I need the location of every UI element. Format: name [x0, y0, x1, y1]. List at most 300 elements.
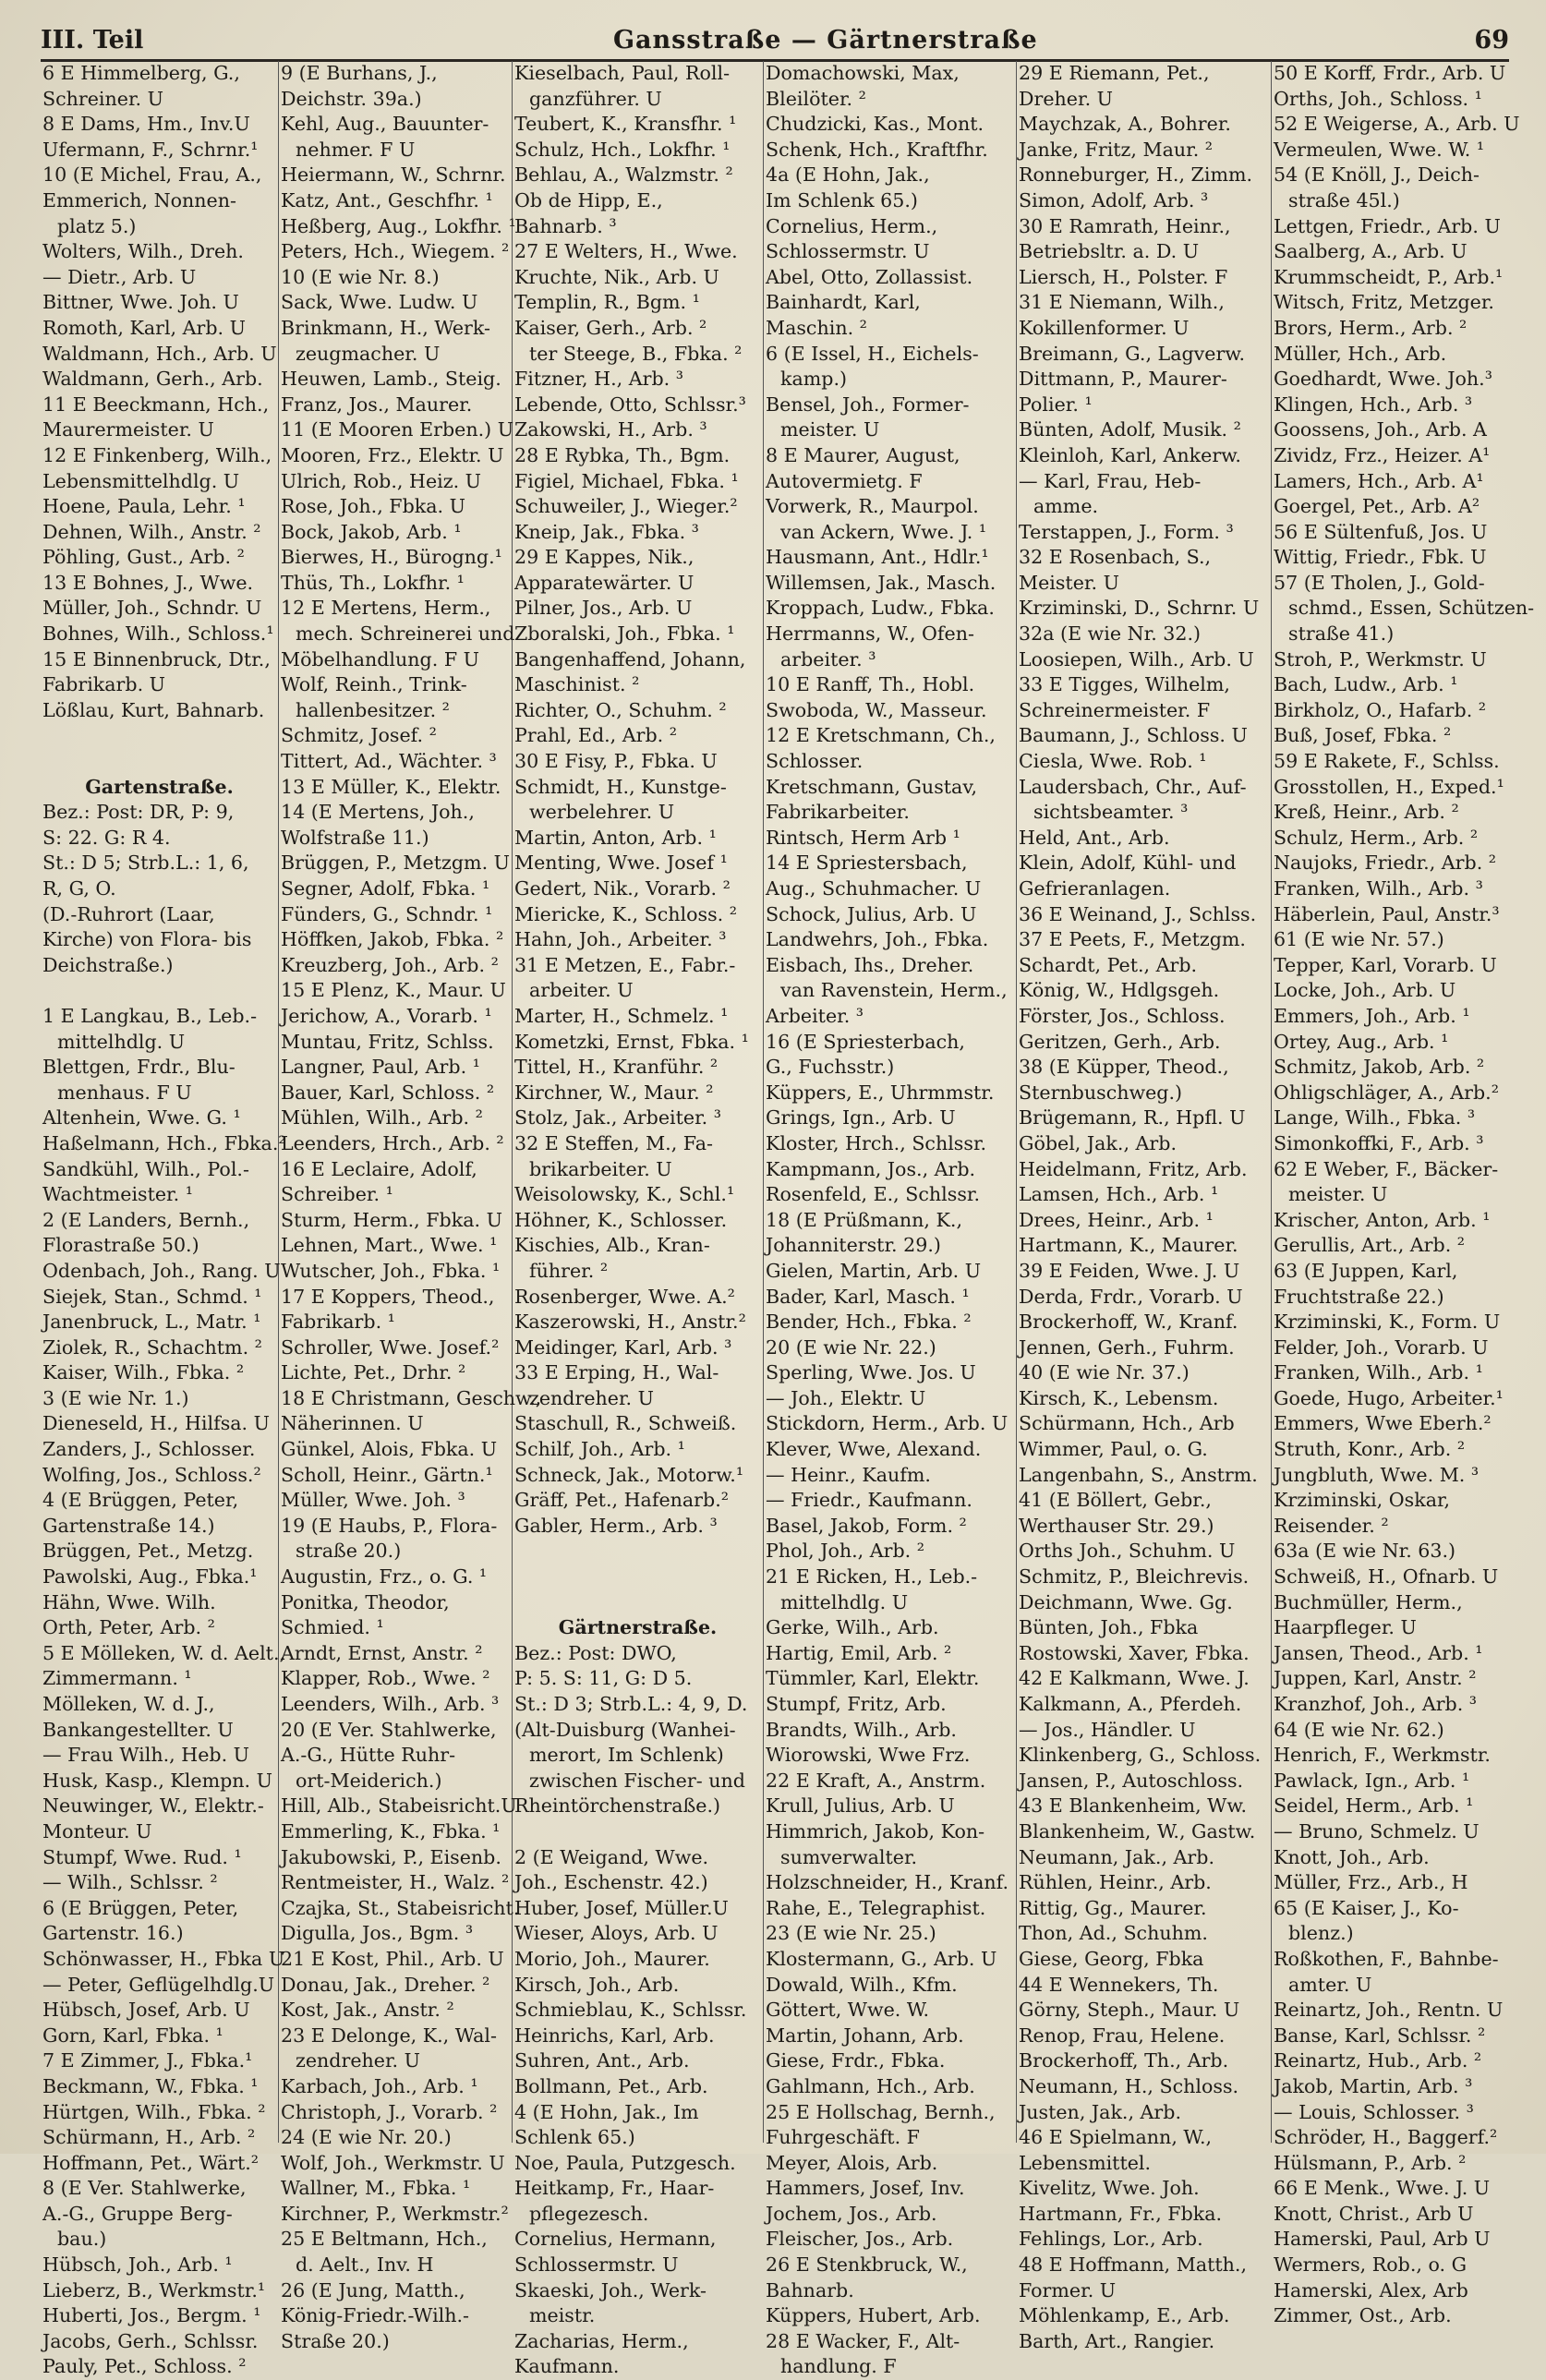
directory-entry: König, W., Hdlgsgeh. [1019, 979, 1220, 1002]
directory-entry: 4 (E Brüggen, Peter, [42, 1489, 239, 1512]
directory-entry: Kirchner, W., Maur. ² [514, 1081, 714, 1104]
entry-continuation: nehmer. F U [296, 138, 416, 161]
directory-entry: Fabrikarb. ¹ [281, 1311, 395, 1334]
directory-entry: Schlenk 65.) [514, 2126, 635, 2149]
directory-entry: Ulrich, Rob., Heiz. U [281, 469, 482, 492]
directory-entry: Deichstr. 39a.) [281, 87, 422, 110]
directory-entry: Brors, Herm., Arb. ² [1274, 316, 1467, 339]
directory-entry: Florastraße 50.) [42, 1234, 199, 1257]
entry-continuation: menhaus. F U [57, 1081, 192, 1104]
directory-entry: Kieselbach, Paul, Roll- [514, 62, 731, 84]
directory-entry: Wolfstraße 11.) [281, 826, 429, 849]
directory-entry: Jansen, P., Autoschloss. [1019, 1769, 1244, 1792]
directory-entry: Saalberg, A., Arb. U [1274, 240, 1467, 263]
directory-entry: Wolf, Joh., Werkmstr. U [281, 2151, 505, 2174]
directory-entry: Apparatewärter. U [514, 571, 694, 594]
directory-entry: Donau, Jak., Dreher. ² [281, 1973, 490, 1996]
directory-entry: 50 E Korff, Frdr., Arb. U [1274, 62, 1506, 84]
spacer [514, 1819, 761, 1845]
directory-entry: Jacobs, Gerh., Schlssr. [42, 2329, 259, 2352]
directory-entry: Dowald, Wilh., Kfm. [766, 1973, 958, 1996]
directory-entry: Krischer, Anton, Arb. ¹ [1274, 1208, 1491, 1231]
directory-entry: Hoene, Paula, Lehr. ¹ [42, 495, 246, 518]
directory-entry: Klostermann, G., Arb. U [766, 1947, 997, 1970]
directory-entry: Bangenhaffend, Johann, [514, 647, 746, 671]
directory-entry: Gerke, Wilh., Arb. [766, 1616, 939, 1639]
directory-entry: Schlossermstr. U [766, 240, 930, 263]
directory-entry: Schroller, Wwe. Josef.² [281, 1335, 500, 1359]
directory-entry: Cornelius, Herm., [766, 214, 938, 237]
entry-continuation: zwischen Fischer- und [529, 1769, 745, 1792]
directory-entry: Arbeiter. ³ [766, 1004, 864, 1027]
directory-entry: Schilf, Joh., Arb. ¹ [514, 1438, 685, 1461]
directory-entry: Deichstraße.) [42, 953, 174, 976]
directory-entry: 33 E Erping, H., Wal- [514, 1361, 719, 1384]
directory-entry: St.: D 5; Strb.L.: 1, 6, [42, 852, 249, 875]
directory-entry: Rittig, Gg., Maurer. [1019, 1896, 1207, 1919]
directory-entry: Beckmann, W., Fbka. ¹ [42, 2074, 259, 2097]
directory-entry: Siejek, Stan., Schmd. ¹ [42, 1285, 262, 1308]
directory-entry: Abel, Otto, Zollassist. [766, 265, 973, 288]
directory-entry: Bohnes, Wilh., Schloss.¹ [42, 622, 274, 646]
entry-continuation: sumverwalter. [780, 1845, 918, 1868]
directory-entry: 31 E Niemann, Wilh., [1019, 291, 1225, 314]
street-range-title: Gansstraße — Gärtnerstraße [613, 26, 1038, 54]
directory-entry: Höffken, Jakob, Fbka. ² [281, 928, 504, 951]
directory-entry: 28 E Wacker, F., Alt- [766, 2329, 960, 2352]
directory-entry: Gedert, Nik., Vorarb. ² [514, 877, 731, 900]
column-3 [513, 61, 764, 2378]
directory-entry: Menting, Wwe. Josef ¹ [514, 852, 728, 875]
page-number: 69 [1474, 26, 1509, 54]
directory-entry: Langner, Paul, Arb. ¹ [281, 1056, 480, 1079]
directory-entry: Schneck, Jak., Motorw.¹ [514, 1463, 744, 1486]
directory-entry: Orth, Peter, Arb. ² [42, 1616, 215, 1639]
street-heading: Gartenstraße. [85, 775, 234, 798]
directory-entry: Simonkoffki, F., Arb. ³ [1274, 1131, 1484, 1154]
directory-entry: — Frau Wilh., Heb. U [42, 1744, 250, 1767]
directory-entry: Wermers, Rob., o. G [1274, 2253, 1467, 2277]
directory-entry: Odenbach, Joh., Rang. U [42, 1259, 281, 1282]
directory-entry: Gielen, Martin, Arb. U [766, 1259, 982, 1282]
directory-entry: Höhner, K., Schlosser. [514, 1208, 728, 1231]
directory-entry: Kaszerowski, H., Anstr.² [514, 1311, 746, 1334]
directory-entry: Janke, Fritz, Maur. ² [1019, 138, 1214, 161]
directory-entry: 3 (E wie Nr. 1.) [42, 1386, 189, 1409]
directory-entry: Leenders, Hrch., Arb. ² [281, 1131, 504, 1154]
directory-entry: Held, Ant., Arb. [1019, 826, 1170, 849]
directory-entry: Brockerhoff, W., Kranf. [1019, 1311, 1238, 1334]
directory-entry: Suhren, Ant., Arb. [514, 2049, 690, 2072]
directory-entry: 23 E Delonge, K., Wal- [281, 2024, 497, 2047]
directory-entry: Klever, Wwe, Alexand. [766, 1438, 982, 1461]
directory-entry: Lebende, Otto, Schlssr.³ [514, 393, 746, 416]
entry-continuation: führer. ² [529, 1259, 609, 1282]
directory-entry: Kroppach, Ludw., Fbka. [766, 597, 995, 620]
directory-entry: Cornelius, Hermann, [514, 2228, 717, 2251]
directory-entry: Göttert, Wwe. W. [766, 1999, 929, 2022]
directory-entry: Rostowski, Xaver, Fbka. [1019, 1641, 1250, 1664]
spacer [42, 749, 276, 775]
directory-entry: Zividz, Frz., Heizer. A¹ [1274, 443, 1491, 466]
directory-entry: Maychzak, A., Bohrer. [1019, 113, 1231, 136]
directory-entry: Goedhardt, Wwe. Joh.³ [1274, 368, 1492, 391]
directory-entry: Neumann, H., Schloss. [1019, 2074, 1239, 2097]
directory-entry: Zimmer, Ost., Arb. [1274, 2304, 1452, 2327]
spacer [514, 1539, 761, 1565]
directory-entry: Heinrichs, Karl, Arb. [514, 2024, 715, 2047]
directory-entry: Hübsch, Joh., Arb. ¹ [42, 2253, 233, 2277]
directory-entry: Klein, Adolf, Kühl- und [1019, 852, 1237, 875]
directory-entry: Heitkamp, Fr., Haar- [514, 2177, 715, 2200]
directory-entry: Müller, Joh., Schndr. U [42, 597, 262, 620]
directory-entry: Fuhrgeschäft. F [766, 2126, 920, 2149]
directory-entry: 59 E Rakete, F., Schlss. [1274, 750, 1500, 773]
directory-entry: Polier. ¹ [1019, 393, 1093, 416]
directory-entry: Kost, Jak., Anstr. ² [281, 1999, 454, 2022]
directory-entry: Figiel, Michael, Fbka. ¹ [514, 469, 739, 492]
directory-entry: Grings, Ign., Arb. U [766, 1106, 956, 1130]
directory-entry: Lettgen, Friedr., Arb. U [1274, 214, 1501, 237]
directory-entry: Peters, Hch., Wiegem. ² [281, 240, 510, 263]
directory-entry: Schulz, Herm., Arb. ² [1274, 826, 1479, 849]
directory-entry: Schmied. ¹ [281, 1616, 384, 1639]
directory-entry: Kehl, Aug., Bauunter- [281, 113, 489, 136]
directory-entry: Kampmann, Jos., Arb. [766, 1157, 976, 1180]
directory-entry: Knott, Christ., Arb U [1274, 2202, 1474, 2225]
directory-entry: 6 E Himmelberg, G., [42, 62, 240, 84]
directory-entry: Goede, Hugo, Arbeiter.¹ [1274, 1386, 1504, 1409]
directory-entry: 57 (E Tholen, J., Gold- [1274, 571, 1485, 594]
directory-entry: Schock, Julius, Arb. U [766, 902, 977, 925]
directory-entry: 31 E Metzen, E., Fabr.- [514, 953, 736, 976]
directory-entry: Hülsmann, P., Arb. ² [1274, 2151, 1467, 2174]
directory-entry: Christoph, J., Vorarb. ² [281, 2100, 498, 2123]
directory-entry: Orths, Joh., Schloss. ¹ [1274, 87, 1482, 110]
directory-entry: Huber, Josef, Müller.U [514, 1896, 729, 1919]
directory-entry: Segner, Adolf, Fbka. ¹ [281, 877, 490, 900]
directory-entry: Banse, Karl, Schlssr. ² [1274, 2024, 1486, 2047]
directory-entry: Brockerhoff, Th., Arb. [1019, 2049, 1229, 2072]
directory-entry: — Karl, Frau, Heb- [1019, 469, 1202, 492]
directory-entry: Maschinist. ² [514, 673, 640, 696]
directory-entry: Wutscher, Joh., Fbka. ¹ [281, 1259, 501, 1282]
directory-entry: Lößlau, Kurt, Bahnarb. [42, 698, 265, 721]
directory-entry: Breimann, G., Lagverw. [1019, 342, 1246, 365]
directory-entry: Kirsch, Joh., Arb. [514, 1973, 680, 1996]
entry-continuation: bau.) [57, 2228, 107, 2251]
directory-entry: Jochem, Jos., Arb. [766, 2202, 937, 2225]
directory-entry: Brinkmann, H., Werk- [281, 316, 490, 339]
directory-entry: Skaeski, Joh., Werk- [514, 2278, 707, 2301]
directory-entry: Digulla, Jos., Bgm. ³ [281, 1922, 474, 1945]
directory-entry: Wolf, Reinh., Trink- [281, 673, 467, 696]
directory-entry: — Dietr., Arb. U [42, 265, 197, 288]
directory-entry: 9 (E Burhans, J., [281, 62, 438, 84]
directory-entry: Kirche) von Flora- bis [42, 928, 252, 951]
directory-entry: Haarpfleger. U [1274, 1616, 1417, 1639]
directory-entry: Bock, Jakob, Arb. ¹ [281, 520, 462, 543]
directory-entry: 17 E Koppers, Theod., [281, 1285, 495, 1308]
directory-entry: Willemsen, Jak., Masch. [766, 571, 996, 594]
entry-continuation: arbeiter. U [529, 979, 634, 1002]
directory-entry: Betriebsltr. a. D. U [1019, 240, 1200, 263]
entry-continuation: kamp.) [780, 368, 848, 391]
directory-entry: Juppen, Karl, Anstr. ² [1274, 1667, 1477, 1690]
directory-entry: Stumpf, Wwe. Rud. ¹ [42, 1845, 242, 1868]
directory-entry: Möhlenkamp, E., Arb. [1019, 2304, 1230, 2327]
directory-entry: Bahnarb. ³ [514, 214, 617, 237]
entry-continuation: amter. U [1288, 1973, 1372, 1996]
entry-continuation: zendreher. U [529, 1386, 654, 1409]
directory-entry: Joh., Eschenstr. 42.) [514, 1871, 708, 1894]
directory-entry: Terstappen, J., Form. ³ [1019, 520, 1234, 543]
directory-entry: Barth, Art., Rangier. [1019, 2329, 1215, 2352]
directory-entry: Justen, Jak., Arb. [1019, 2100, 1182, 2123]
directory-entry: Langenbahn, S., Anstrm. [1019, 1463, 1258, 1486]
directory-entry: — Jos., Händler. U [1019, 1718, 1196, 1741]
directory-entry: Gahlmann, Hch., Arb. [766, 2074, 975, 2097]
spacer [42, 723, 276, 749]
directory-entry: Heiermann, W., Schrnr. [281, 163, 506, 187]
directory-entry: 52 E Weigerse, A., Arb. U [1274, 113, 1520, 136]
directory-entry: Kruchte, Nik., Arb. U [514, 265, 719, 288]
directory-entry: Stickdorn, Herm., Arb. U [766, 1412, 1009, 1435]
entry-continuation: schmd., Essen, Schützen- [1288, 597, 1535, 620]
directory-entry: Simon, Adolf, Arb. ³ [1019, 188, 1209, 211]
directory-entry: Stolz, Jak., Arbeiter. ³ [514, 1106, 722, 1130]
directory-entry: Meister. U [1019, 571, 1119, 594]
directory-entry: Schürmann, H., Arb. ² [42, 2126, 256, 2149]
directory-entry: Muntau, Fritz, Schlss. [281, 1030, 494, 1053]
directory-entry: Bauer, Karl, Schloss. ² [281, 1081, 495, 1104]
directory-entry: Knott, Joh., Arb. [1274, 1845, 1430, 1868]
spacer [42, 978, 276, 1004]
directory-entry: 21 E Ricken, H., Leb.- [766, 1565, 978, 1589]
directory-entry: Stroh, P., Werkmstr. U [1274, 647, 1487, 671]
directory-entry: Wiorowski, Wwe Frz. [766, 1744, 971, 1767]
directory-entry: Kaiser, Wilh., Fbka. ² [42, 1361, 245, 1384]
directory-entry: Kometzki, Ernst, Fbka. ¹ [514, 1030, 749, 1053]
entry-continuation: straße 45l.) [1288, 188, 1400, 211]
directory-entry: Thon, Ad., Schuhm. [1019, 1922, 1208, 1945]
directory-entry: 30 E Ramrath, Heinr., [1019, 214, 1231, 237]
directory-entry: 10 (E wie Nr. 8.) [281, 265, 440, 288]
directory-entry: Phol, Joh., Arb. ² [766, 1540, 925, 1563]
entry-continuation: mittelhdlg. U [780, 1590, 909, 1613]
directory-entry: (Alt-Duisburg (Wanhei- [514, 1718, 736, 1741]
directory-entry: Teubert, K., Kransfhr. ¹ [514, 113, 737, 136]
directory-entry: Locke, Joh., Arb. U [1274, 979, 1456, 1002]
directory-entry: Bierwes, H., Bürogng.¹ [281, 546, 502, 569]
directory-entry: 25 E Beltmann, Hch., [281, 2228, 488, 2251]
directory-entry: Fleischer, Jos., Arb. [766, 2228, 954, 2251]
directory-entry: 65 (E Kaiser, J., Ko- [1274, 1896, 1459, 1919]
directory-entry: 21 E Kost, Phil., Arb. U [281, 1947, 504, 1970]
directory-entry: 15 E Binnenbruck, Dtr., [42, 647, 271, 671]
directory-entry: Jungbluth, Wwe. M. ³ [1274, 1463, 1480, 1486]
column-5 [1017, 61, 1272, 2352]
directory-entry: Liersch, H., Polster. F [1019, 265, 1228, 288]
directory-entry: Seidel, Herm., Arb. ¹ [1274, 1794, 1474, 1818]
entry-continuation: straße 20.) [296, 1540, 402, 1563]
directory-entry: Wachtmeister. ¹ [42, 1183, 193, 1206]
section-label: III. Teil [41, 26, 144, 54]
directory-entry: 18 E Christmann, Geschw., [281, 1386, 542, 1409]
directory-entry: Bez.: Post: DR, P: 9, [42, 801, 235, 824]
directory-entry: Krull, Julius, Arb. U [766, 1794, 955, 1818]
directory-entry: Holzschneider, H., Kranf. [766, 1871, 1009, 1894]
directory-entry: Haßelmann, Hch., Fbka.² [42, 1131, 286, 1154]
directory-entry: Klingen, Hch., Arb. ³ [1274, 393, 1473, 416]
directory-entry: R, G, O. [42, 877, 116, 900]
directory-entry: Ponitka, Theodor, [281, 1590, 450, 1613]
directory-entry: — Bruno, Schmelz. U [1274, 1819, 1480, 1842]
directory-entry: Müller, Frz., Arb., H [1274, 1871, 1468, 1894]
directory-entry: Neumann, Jak., Arb. [1019, 1845, 1214, 1868]
directory-entry: — Peter, Geflügelhdlg.U [42, 1973, 275, 1996]
directory-entry: Krziminski, D., Schrnr. U [1019, 597, 1260, 620]
directory-entry: — Friedr., Kaufmann. [766, 1489, 972, 1512]
directory-entry: 6 (E Brüggen, Peter, [42, 1896, 239, 1919]
directory-entry: Meidinger, Karl, Arb. ³ [514, 1335, 732, 1359]
directory-entry: Tümmler, Karl, Elektr. [766, 1667, 980, 1690]
directory-entry: Wittig, Friedr., Fbk. U [1274, 546, 1487, 569]
directory-entry: Blankenheim, W., Gastw. [1019, 1819, 1256, 1842]
directory-entry: Wimmer, Paul, o. G. [1019, 1438, 1208, 1461]
directory-entry: Gefrieranlagen. [1019, 877, 1171, 900]
directory-entry: Häberlein, Paul, Anstr.³ [1274, 902, 1500, 925]
directory-entry: Arndt, Ernst, Anstr. ² [281, 1641, 483, 1664]
directory-entry: Bahnarb. [766, 2278, 854, 2301]
directory-entry: 26 (E Jung, Matth., [281, 2278, 465, 2301]
directory-entry: Vermeulen, Wwe. W. ¹ [1274, 138, 1485, 161]
directory-entry: Kaiser, Gerh., Arb. ² [514, 316, 707, 339]
directory-entry: Bender, Hch., Fbka. ² [766, 1311, 972, 1334]
directory-entry: Schönwasser, H., Fbka U [42, 1947, 285, 1970]
directory-entry: Loosiepen, Wilh., Arb. U [1019, 647, 1254, 671]
directory-entry: Krziminski, K., Form. U [1274, 1311, 1501, 1334]
directory-entry: 18 (E Prüßmann, K., [766, 1208, 962, 1231]
directory-entry: Ziolek, R., Schachtm. ² [42, 1335, 262, 1359]
directory-entry: Jennen, Gerh., Fuhrm. [1019, 1335, 1235, 1359]
directory-entry: Kretschmann, Gustav, [766, 775, 978, 798]
directory-entry: Lamsen, Hch., Arb. ¹ [1019, 1183, 1219, 1206]
directory-entry: Behlau, A., Walzmstr. ² [514, 163, 733, 187]
directory-entry: 46 E Spielmann, W., [1019, 2126, 1213, 2149]
directory-entry: Hoffmann, Pet., Wärt.² [42, 2151, 260, 2174]
directory-entry: Neuwinger, W., Elektr.- [42, 1794, 264, 1818]
directory-entry: Dieneseld, H., Hilfsa. U [42, 1412, 270, 1435]
directory-entry: 36 E Weinand, J., Schlss. [1019, 902, 1257, 925]
directory-entry: 4a (E Hohn, Jak., [766, 163, 930, 187]
directory-entry: Im Schlenk 65.) [766, 188, 918, 211]
directory-entry: Derda, Frdr., Vorarb. U [1019, 1285, 1243, 1308]
directory-entry: Bach, Ludw., Arb. ¹ [1274, 673, 1458, 696]
directory-entry: Chudzicki, Kas., Mont. [766, 113, 984, 136]
directory-entry: Lebensmittelhdlg. U [42, 469, 240, 492]
entry-continuation: ter Steege, B., Fbka. ² [529, 342, 743, 365]
directory-entry: Czajka, St., Stabeisricht. [281, 1896, 520, 1919]
directory-entry: Wieser, Aloys, Arb. U [514, 1922, 719, 1945]
directory-entry: Bankangestellter. U [42, 1718, 234, 1741]
directory-entry: Hürtgen, Wilh., Fbka. ² [42, 2100, 266, 2123]
directory-entry: 8 (E Ver. Stahlwerke, [42, 2177, 247, 2200]
entry-continuation: meister. U [1288, 1183, 1388, 1206]
directory-entry: Henrich, F., Werkmstr. [1274, 1744, 1491, 1767]
directory-entry: Hähn, Wwe. Wilh. [42, 1590, 216, 1613]
directory-entry: Hartmann, Fr., Fbka. [1019, 2202, 1223, 2225]
directory-entry: Janenbruck, L., Matr. ¹ [42, 1311, 261, 1334]
directory-entry: Fabrikarbeiter. [766, 801, 910, 824]
directory-entry: — Louis, Schlosser. ³ [1274, 2100, 1474, 2123]
directory-entry: 2 (E Landers, Bernh., [42, 1208, 250, 1231]
directory-entry: Kirchner, P., Werkmstr.² [281, 2202, 509, 2225]
directory-entry: Katz, Ant., Geschfhr. ¹ [281, 188, 493, 211]
directory-entry: Jakubowski, P., Eisenb. [281, 1845, 501, 1868]
directory-entry: 38 (E Küpper, Theod., [1019, 1056, 1229, 1079]
entry-continuation: brikarbeiter. U [529, 1157, 672, 1180]
directory-entry: Thüs, Th., Lokfhr. ¹ [281, 571, 465, 594]
directory-entry: Gabler, Herm., Arb. ³ [514, 1514, 718, 1537]
directory-entry: Emmers, Wwe Eberh.² [1274, 1412, 1492, 1435]
directory-entry: 7 E Zimmer, J., Fbka.¹ [42, 2049, 253, 2072]
directory-entry: Baumann, J., Schloss. U [1019, 724, 1248, 747]
directory-entry: A.-G., Hütte Ruhr- [281, 1744, 456, 1767]
entry-continuation: d. Aelt., Inv. H [296, 2253, 434, 2277]
directory-entry: Ob de Hipp, E., [514, 188, 663, 211]
directory-entry: 42 E Kalkmann, Wwe. J. [1019, 1667, 1250, 1690]
directory-entry: Gerullis, Art., Arb. ² [1274, 1234, 1466, 1257]
directory-entry: St.: D 3; Strb.L.: 4, 9, D. [514, 1693, 748, 1715]
directory-entry: Bader, Karl, Masch. ¹ [766, 1285, 970, 1308]
directory-entry: Schürmann, Hch., Arb [1019, 1412, 1235, 1435]
directory-entry: 12 E Mertens, Herm., [281, 597, 491, 620]
directory-entry: Rheintörchenstraße.) [514, 1794, 721, 1818]
directory-entry: Schreiner. U [42, 87, 164, 110]
directory-entry: Heßberg, Aug., Lokfhr. ¹ [281, 214, 516, 237]
directory-entry: Bünten, Adolf, Musik. ² [1019, 418, 1241, 441]
directory-entry: Aug., Schuhmacher. U [766, 877, 982, 900]
entry-continuation: werbelehrer. U [529, 801, 675, 824]
directory-entry: Pawolski, Aug., Fbka.¹ [42, 1565, 258, 1589]
directory-entry: 63 (E Juppen, Karl, [1274, 1259, 1458, 1282]
directory-entry: Hartmann, K., Maurer. [1019, 1234, 1238, 1257]
directory-entry: Tepper, Karl, Vorarb. U [1274, 953, 1497, 976]
directory-entry: Reinartz, Hub., Arb. ² [1274, 2049, 1482, 2072]
directory-entry: Brüggen, P., Metzgm. U [281, 852, 511, 875]
directory-entry: Waldmann, Gerh., Arb. [42, 368, 263, 391]
directory-entry: Zboralski, Joh., Fbka. ¹ [514, 622, 735, 646]
directory-entry: Rentmeister, H., Walz. ² [281, 1871, 510, 1894]
column-6 [1272, 61, 1535, 2327]
directory-entry: Dittmann, P., Maurer- [1019, 368, 1227, 391]
directory-entry: 32 E Rosenbach, S., [1019, 546, 1212, 569]
directory-entry: 14 E Spriestersbach, [766, 852, 968, 875]
entry-continuation: handlung. F [780, 2355, 897, 2378]
directory-entry: Schröder, H., Baggerf.² [1274, 2126, 1498, 2149]
directory-entry: Rose, Joh., Fbka. U [281, 495, 465, 518]
directory-entry: Schuweiler, J., Wieger.² [514, 495, 738, 518]
directory-entry: Reisender. ² [1274, 1514, 1389, 1537]
directory-entry: Müller, Hch., Arb. [1274, 342, 1447, 365]
directory-entry: Eisbach, Ihs., Dreher. [766, 953, 974, 976]
directory-entry: Kivelitz, Wwe. Joh. [1019, 2177, 1200, 2200]
directory-entry: Renop, Frau, Helene. [1019, 2024, 1226, 2047]
directory-entry: Schmitz, Jakob, Arb. ² [1274, 1056, 1485, 1079]
directory-entry: Sturm, Herm., Fbka. U [281, 1208, 502, 1231]
directory-entry: 12 E Finkenberg, Wilh., [42, 443, 272, 466]
